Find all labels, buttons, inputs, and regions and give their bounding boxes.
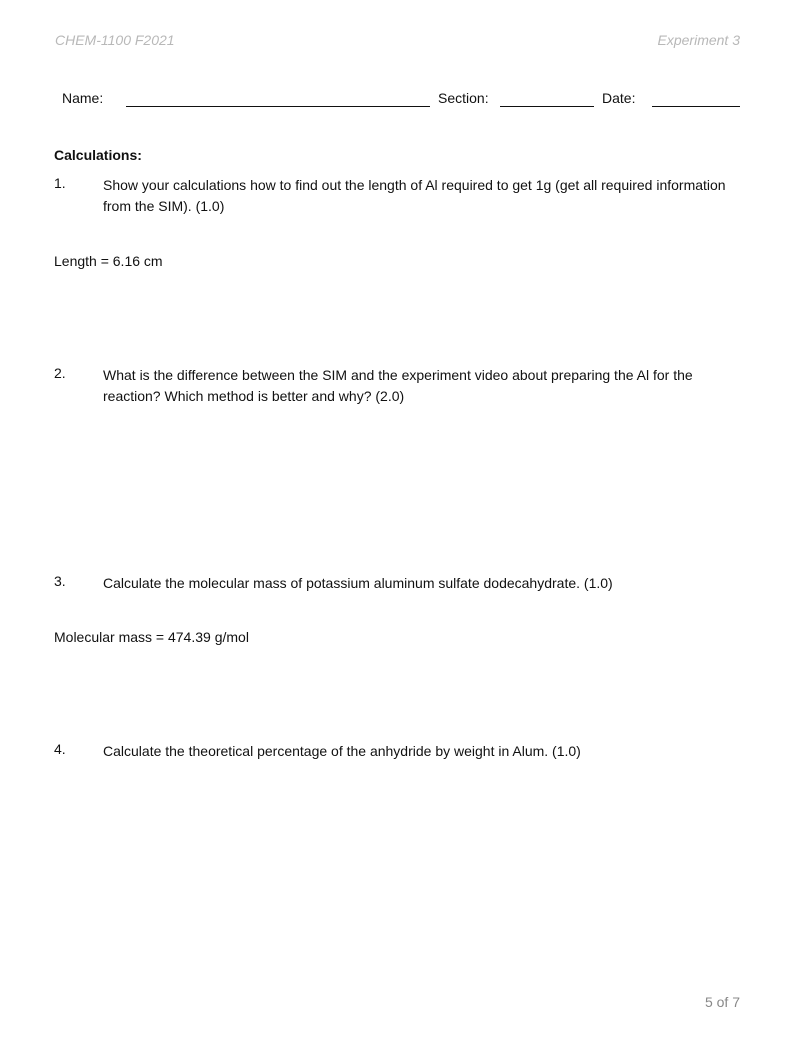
name-field-line[interactable] (126, 106, 430, 107)
answer-3: Molecular mass = 474.39 g/mol (54, 629, 249, 645)
question-number: 3. (54, 573, 66, 589)
question-text: Calculate the molecular mass of potassium aluminum sulfate dodecahydrate. (1.0) (103, 575, 613, 591)
date-field-line[interactable] (652, 106, 740, 107)
course-header: CHEM-1100 F2021 (55, 32, 175, 48)
question-number: 1. (54, 175, 66, 191)
question-number: 2. (54, 365, 66, 381)
student-info-row (62, 90, 740, 110)
page-number: 5 of 7 (704, 994, 740, 1010)
section-label: Section: (438, 90, 489, 106)
question-text: Show your calculations how to find out the length of Al required to get 1g (get all required information from the SIM). (1.0) (103, 177, 726, 214)
experiment-header: Experiment 3 (657, 32, 740, 48)
section-field-line[interactable] (500, 106, 594, 107)
name-label: Name: (62, 90, 104, 106)
date-label: Date: (602, 90, 636, 106)
question-text: What is the difference between the SIM and the experiment video about preparing the Al for the reaction? Which method is better and why? (2.0) (103, 367, 693, 404)
question-number: 4. (54, 741, 66, 757)
calculations-heading: Calculations: (54, 147, 142, 163)
question-text: Calculate the theoretical percentage of the anhydride by weight in Alum. (1.0) (103, 743, 581, 759)
answer-1: Length = 6.16 cm (54, 253, 163, 269)
